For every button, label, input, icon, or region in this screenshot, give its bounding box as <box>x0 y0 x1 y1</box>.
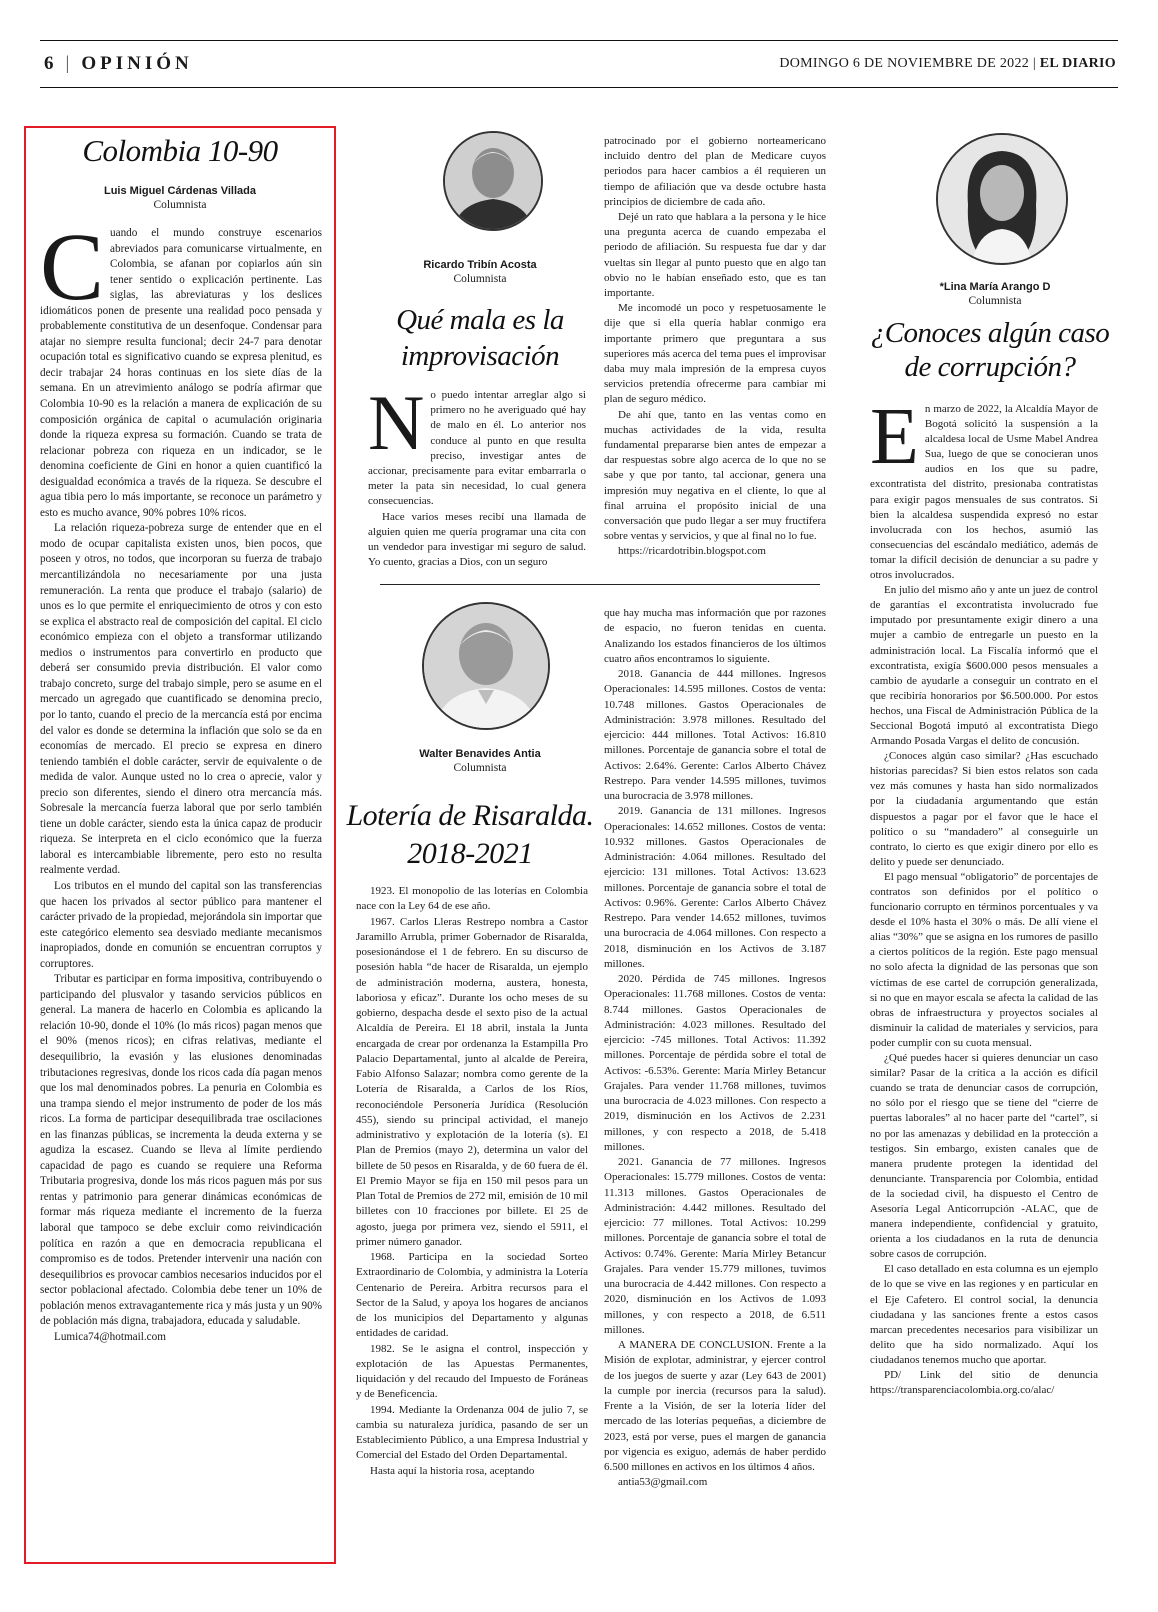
article4-author: *Lina María Arango D <box>939 281 1051 293</box>
paper-name: EL DIARIO <box>1039 56 1116 71</box>
article3-paragraph: 2020. Pérdida de 745 millones. Ingresos Operacionales: 11.768 millones. Costos de venta: 8.744 millones. Gastos Operacionales de Administración: 4.023 millones. Resultado del ejercicio: -745 millones. Total Activos: 11.392 millones. Porcentaje de pérdida sobre el total de Activos: -6.53%. Gerente: María Mirley Betancur Grajales. Para vender 11.768 millones, tuvimos una burocracia de 4.023 millones. Con respecto a 2019, disminución en los Activos de 2.231 millones, y con respecto a 2018, de 5.418 millones. <box>604 973 826 1153</box>
article2-role: Columnista <box>453 273 507 285</box>
article2-author: Ricardo Tribín Acosta <box>423 259 537 271</box>
article2-paragraph: Dejé un rato que hablara a la persona y le hice una pregunta acerca de cuando empezaba el periodo de afiliación. Su respuesta fue dar y dar vueltas sin llegar al punto puesto que en algo tan obvio no le habían enseñado esto, que es tan importante. <box>604 211 826 300</box>
article4-paragraph: El caso detallado en esta columna es un ejemplo de lo que se vive en las regiones y en particular en el Eje Cafetero. El control social, la denuncia ciudadana y las sanciones frente a estos casos marcan precedentes necesarios para visibilizar un delito que ha sido normalizado. Aquí los ciudadanos tenemos mucho que aportar. <box>870 1263 1098 1366</box>
article4-paragraph: ¿Qué puedes hacer si quieres denunciar un caso similar? Pasar de la crítica a la acción es difícil cuando se trata de denunciar casos de corrupción, no sólo por el riesgo que se tiene del “cierre de puertas laborales” al no hacer parte del “cartel”, si no por las amenazas y debilidad en la protección a testigos. Sin embargo, existen canales que de manera prudente protegen la identidad del denunciante. Transparencia por Colombia, entidad de la sociedad civil, ha dispuesto el Centro de Asesoría Legal Anticorrupción -ALAC, que de manera independiente, confidencial y gratuito, orienta a los ciudadanos en la ruta de denuncia sobre casos de corrupción. <box>870 1052 1098 1261</box>
article1-paragraph: Tributar es participar en forma impositiva, contribuyendo o participando del plusvalor y tasando servicios públicos en general. La manera de hacerlo en Colombia es aplicando la relación 10-90, donde el 10% (lo más ricos) pagan menos que el 90% (menos ricos); en cifras relativas, mediante el desequilibrio, la evasión y las elusiones denominadas tributaciones regresivas, donde los ricos cada día pagan menos que los mal denominados pobres. La penuria en Colombia es una trampa siendo el mejor instrumento de poder de los más ricos. La forma de participar desequilibrada trae oscilaciones en las finanzas públicas, se incrementa la deuda externa y se agudiza la escasez. Cuando se lleva al límite perdiendo capacidad de pago es cuando se requiere una Reforma Tributaria progresiva, donde los más ricos paguen más por sus rentas y patrimonio para generar dinámicas económicas de formar más riqueza mediante el incremento de la fuerza laboral que tampoco se debe excluir como reivindicación política en razón a que en democracia republicana el compromiso es de todos. Pretender intervenir una nación con desequilibrios es provocar cambios necesarios inducidos por el sector poblacional afectado. Colombia debe tener un 10% de población menos extravagantemente rica y más justa y un 90% de población más digna, trabajadora, educada y saludable. <box>40 973 322 1328</box>
portrait-icon <box>424 604 548 728</box>
section-label: 6 | OPINIÓN <box>44 53 193 74</box>
article2-title <box>360 302 600 374</box>
article3-title-line: 2018-2021 <box>407 837 533 870</box>
article2-paragraph: Me incomodé un poco y respetuosamente le dije que si ella quería hablar conmigo era importante primero que preguntara a sus superiores más acerca del tema pues el improvisar daba muy mala impresión de la empresa cuyos servicios pretendía ofrecerme para cambiar mi plan de seguro médico. <box>604 302 826 406</box>
portrait-icon <box>445 133 541 229</box>
article2-title-line: Qué mala es la <box>396 304 564 336</box>
author-photo-arango <box>936 133 1068 265</box>
article3-author: Walter Benavides Antia <box>419 748 541 760</box>
article2-paragraph: o puedo intentar arreglar algo si primero no he averiguado qué hay de malo en él. Lo anterior nos conduce al punto en que resulta preciso, investigar antes de accionar, precisamente para evitar embarrarla o meter la pata sin necesidad, lo cual genera consecuencias. <box>368 389 586 508</box>
article2-col1 <box>368 379 586 570</box>
article1-paragraph: uando el mundo construye escenarios abreviados para comunicarse virtualmente, en Colombia, se afanan por copiarlos aún sin tener sentido o explicación pertinente. Las siglas, las abreviaturas y los deslices idiomáticos ponen de presente una realidad poco pensada y probablemente constitutiva de un desenfoque. Condensar para atajar no siempre resulta funcional; decir 24-7 para denotar ocupación total es significativo cuando se expresa plenitud, es decir trabajar 24 horas continuas en los siete días de la semana. En un atrevimiento análogo se podría afirmar que Colombia 10-90 es la relación a manera de explicación de su composición orgánica de capital o acumulación originaria donde la riqueza expresa su formación. Cuando se trata de relacionar pobreza con riqueza en un indicador, se le denomina coeficiente de Gini en honor a quien cuantificó la desigualdad económica a través de la riqueza. Se descubre el agua tibia pero lo más importante, se reconoce un parámetro y esto es mucho avance, 90% pobres 10% ricos. <box>40 227 322 519</box>
article3-title-line: Lotería de Risaralda. <box>346 799 594 832</box>
column-divider <box>380 584 820 585</box>
page-number: 6 <box>44 53 58 74</box>
article3-paragraph: 1994. Mediante la Ordenanza 004 de julio 7, se cambia su naturaleza jurídica, pasando de ser un Establecimiento Público, a una Empresa Industrial y Comercial del Estado del Orden Departamental. <box>356 1403 588 1462</box>
article3-paragraph: 1967. Carlos Lleras Restrepo nombra a Castor Jaramillo Arrubla, primer Gobernador de Risaralda, posesionándose el 1 de febrero. En su discurso de posesión habla “de hacer de Risaralda, un ejemplo de administración moderna, austera, honesta, laboriosa y eficaz”. Durante los ocho meses de su gobierno, despacha desde el sexto piso de la actual Alcaldía de Pereira. El 18 abril, instala la Junta encargada de crear por ordenanza la Estampilla Pro Palacio Departamental, junto al alcalde de Pereira, Fabio Alfonso Salazar; nombra como gerente de la Lotería de Risaralda, a Carlos de los Ríos, reconociéndole Personería Jurídica (Resolución 455), siendo su principal actividad, el manejo administrativo y explotación de la lotería (s). El Plan de Premios (mayo 2), determina un valor del billete de 50 pesos en Risaralda, y de 60 fuera de él. El Premio Mayor se fija en 150 mil pesos para un Plan Total de Premios de 272 mil, emisión de 10 mil billetes con 10 fracciones por billete. El 25 de agosto, juega por primera vez, siendo el 5911, el primer número ganador. <box>356 915 588 1248</box>
article3-paragraph: 1968. Participa en la sociedad Sorteo Extraordinario de Colombia, y administra la Lotería Centenario de Pereira. Arbitra recursos para el Sector de la Salud, y apoya los hogares de ancianos de los municipios del Departamento y algunas entidades de caridad. <box>356 1251 588 1340</box>
article2-dropcap: N <box>368 379 425 466</box>
article1-paragraph: La relación riqueza-pobreza surge de entender que en el modo de ocupar capitalista existen unos, bien pocos, que poseen y otros, no todos, que incorporan su fuerza de trabajo mercantilizándola no necesariamente por una justa remuneración. La renta que produce el trabajo (salario) de unos es lo que permite el enriquecimiento de otros y con esto se explica el abstracto real de composición del capital. El ciclo económico empieza con el objeto a transformar utilizando medios o instrumentos para convertirlo en producto que deberá ser consumido previa distribución. El valor como trabajo concreto, surge del trabajo simple, pero se asume en el mercado un agregado que cuantificado se denomina precio, por lo tanto, cuando el precio de la mercancía está por encima del valor es donde se determina la inflación que solo se da en economías de mercado. El precio se expresa en dinero teniendo también el doble carácter, servir de equivalente o de medida de valor. Aunque usted no lo crea o aprecie, valor y precio son diferentes, siendo el dinero otra mercancía más. Sobresale la mercancía fuerza laboral que por serlo también tiene un doble carácter, siendo esta la única capaz de producir riqueza. Se interpreta en el ciclo económico que la fuerza laboral es intercambiable libremente, pero esto no resulta realmente verdad. <box>40 522 322 877</box>
article2-paragraph: patrocinado por el gobierno norteamericano incluido dentro del plan de Medicare cuyos periodos para hacer cambios a él requieren un tiempo de afiliación que va desde octubre hasta principios de diciembre de cada año. <box>604 135 826 208</box>
article2-title-line: improvisación <box>400 340 560 372</box>
article3-paragraph: 2019. Ganancia de 131 millones. Ingresos Operacionales: 14.652 millones. Costos de venta: 10.932 millones. Gastos Operacionales de Administración: 4.064 millones. Resultado del ejercicio: 131 millones. Total Activos: 13.623 millones. Porcentaje de ganancia sobre el total de Activos: 0.96%. Gerente: Carlos Alberto Chávez Restrepo. Para vender 14.652 millones, tuvimos una burocracia de 4.064 millones. Con respecto a 2018, disminución en los Activos de 3.187 millones. <box>604 805 826 970</box>
article4-role: Columnista <box>968 295 1022 307</box>
article4-body <box>870 393 1098 1398</box>
article4-paragraph: PD/ Link del sitio de denuncia https://transparenciacolombia.org.co/alac/ <box>870 1369 1098 1397</box>
article1-dropcap: C <box>40 213 105 320</box>
author-photo-benavides <box>422 602 550 730</box>
article1-role: Columnista <box>153 199 207 211</box>
article2-link[interactable]: https://ricardotribin.blogspot.com <box>618 545 766 558</box>
article3-paragraph: Hasta aquí la historia rosa, aceptando <box>370 1464 535 1477</box>
article3-col1 <box>356 884 588 1479</box>
article4-title <box>860 316 1120 384</box>
article4-title-line: de corrupción? <box>904 351 1076 383</box>
article3-paragraph: 2021. Ganancia de 77 millones. Ingresos Operacionales: 15.779 millones. Costos de venta: 11.313 millones. Gastos Operacionales de Administración: 4.442 millones. Resultado del ejercicio: 77 millones. Total Activos: 10.299 millones. Porcentaje de ganancia sobre el total de Activos: 0.74%. Gerente: María Mirley Betancur Grajales. Para vender 15.779 millones, tuvimos una burocracia de 4.442 millones. Con respecto a 2020, disminución en los Activos de 1.093 millones, y con respecto a 2018, de 6.511 millones. <box>604 1156 826 1336</box>
article3-title <box>345 797 595 873</box>
article2-col2 <box>604 134 826 560</box>
article4-paragraph: ¿Conoces algún caso similar? ¿Has escuchado historias parecidas? Si bien estos relatos son cada vez más comunes y hasta han sido normalizados por la ciudadanía argumentando que están dispuestos a pagar por el favor que le hace el político o su “mandadero” al conseguirle un contrato, lo cierto es que exigir dinero por ello es delito y puede ser denunciado. <box>870 750 1098 868</box>
article4-paragraph: En julio del mismo año y ante un juez de control de garantías el excontratista involucrado fue imputado por presuntamente exigir dinero a una mujer a cambio de entregarle un puesto en la administración local. La Fiscalía informó que el excontratista, exigía $600.000 pesos mensuales a cambio de ayudarle a conseguir un contrato en el que recibiría honorarios por $6.500.000. Por estos hechos, una Fiscal de Administración Pública de la Seccional Bogotá imputó al excontratista Diego Armando Posada Vargas el delito de concusión. <box>870 584 1098 748</box>
article3-email: antia53@gmail.com <box>618 1476 708 1489</box>
article4-paragraph: n marzo de 2022, la Alcaldía Mayor de Bogotá solicitó la suspensión a la alcaldesa local de Usme Mabel Andrea Sua, luego de que se conocieran unos audios en los que su padre, excontratista del distrito, presionaba contratistas para exigir pagos mensuales de sus contratos. Si bien la alcaldesa suspendida expresó no estar involucrada con los hechos, asumió las consecuencias del escándalo mediático, además de tomar la difícil decisión de denunciar a su padre y otros involucrados. <box>870 403 1098 582</box>
article1-author: Luis Miguel Cárdenas Villada <box>103 185 256 197</box>
article1-body <box>40 213 322 1345</box>
article4-dropcap: E <box>870 393 919 481</box>
issue-date: DOMINGO 6 DE NOVIEMBRE DE 2022 <box>779 56 1030 71</box>
article1-email: Lumica74@hotmail.com <box>54 1330 166 1343</box>
article2-paragraph: Hace varios meses recibí una llamada de alguien quien me quería programar una cita con un vendedor para investigar mi seguro de salud. Yo cuento, gracias a Dios, con un seguro <box>368 510 586 569</box>
date-line: DOMINGO 6 DE NOVIEMBRE DE 2022 | EL DIARIO <box>779 56 1116 71</box>
section-name: OPINIÓN <box>81 53 193 74</box>
article1-title: Colombia 10-90 <box>82 133 278 168</box>
author-photo-tribin <box>443 131 543 231</box>
portrait-icon <box>938 135 1066 263</box>
article4-paragraph: El pago mensual “obligatorio” de porcentajes de contratos son definidos por el político o funcionario corrupto en términos porcentuales y va desde el 10% hasta el 30% o más. De allí viene el alias “30%” que se asigna en los rumores de pasillo a ciertos políticos de la región. Este pago mensual no solo afecta la dignidad de las personas que son víctimas de ese cartel de corrupción generalizada, si no que en mayor escala se afecta la calidad de las obras de infraestructura y proyectos sociales al disminuir la calidad de materiales y servicios, para poder cumplir con su cuota mensual. <box>870 870 1098 1049</box>
article2-paragraph: De ahí que, tanto en las ventas como en muchas actividades de la vida, resulta fundamental prepararse bien antes de empezar a dar respuestas sobre algo acerca de lo que no se sabe y que por tanto, tal accionar, genera una impresión muy negativa en el cliente, lo que al final arruina el propósito inicial de una conversación que pudo llegar a ser muy fructífera sobre ventas y servicios, y que al final no lo fue. <box>604 408 826 543</box>
article3-paragraph: 1923. El monopolio de las loterías en Colombia nace con la Ley 64 de ese año. <box>356 885 588 913</box>
article3-paragraph: A MANERA DE CONCLUSION. Frente a la Misión de explotar, administrar, y ejercer control de los juegos de suerte y azar (Ley 643 de 2001) la cumple por inercia (recursos para la salud). Frente a la Visión, de ser la lotería líder del mercado de las loterías pequeñas, a diciembre de 2023, está por verse, pues el margen de ganancia por vigencia es exiguo, además de haber perdido 6.500 millones en activos en los últimos 4 años. <box>604 1339 826 1473</box>
article1-paragraph: Los tributos en el mundo del capital son las transferencias que hacen los privados al sector público para mantener el carácter privado de la propiedad, mejorándola sin importar que este categórico elemento sea desviado mediante mecanismos inapropiados, donde en comunión se encuentran corruptos y corruptores. <box>40 879 322 970</box>
article3-role: Columnista <box>453 762 507 774</box>
article4-title-line: ¿Conoces algún caso <box>870 317 1110 349</box>
article3-paragraph: que hay mucha mas información que por razones de espacio, no fueron tenidas en cuenta. Analizando los estados financieros de los últimos cuatro años encontramos lo siguiente. <box>604 607 826 665</box>
article3-paragraph: 2018. Ganancia de 444 millones. Ingresos Operacionales: 14.595 millones. Costos de venta: 10.748 millones. Gastos Operacionales de Administración: 3.978 millones. Resultado del ejercicio: 444 millones. Total Activos: 16.810 millones. Porcentaje de ganancia sobre el total de Activos: 2.64%. Gerente: Carlos Alberto Chávez Restrepo. Para vender 14.595 millones, tuvimos una burocracia de 3.978 millones. <box>604 668 826 802</box>
article3-col2 <box>604 606 826 1491</box>
article3-paragraph: 1982. Se le asigna el control, inspección y explotación de las Apuestas Permanentes, liquidación y del recaudo del Impuesto de Foráneas y de Beneficencia. <box>356 1342 588 1401</box>
page-header <box>40 40 1118 88</box>
